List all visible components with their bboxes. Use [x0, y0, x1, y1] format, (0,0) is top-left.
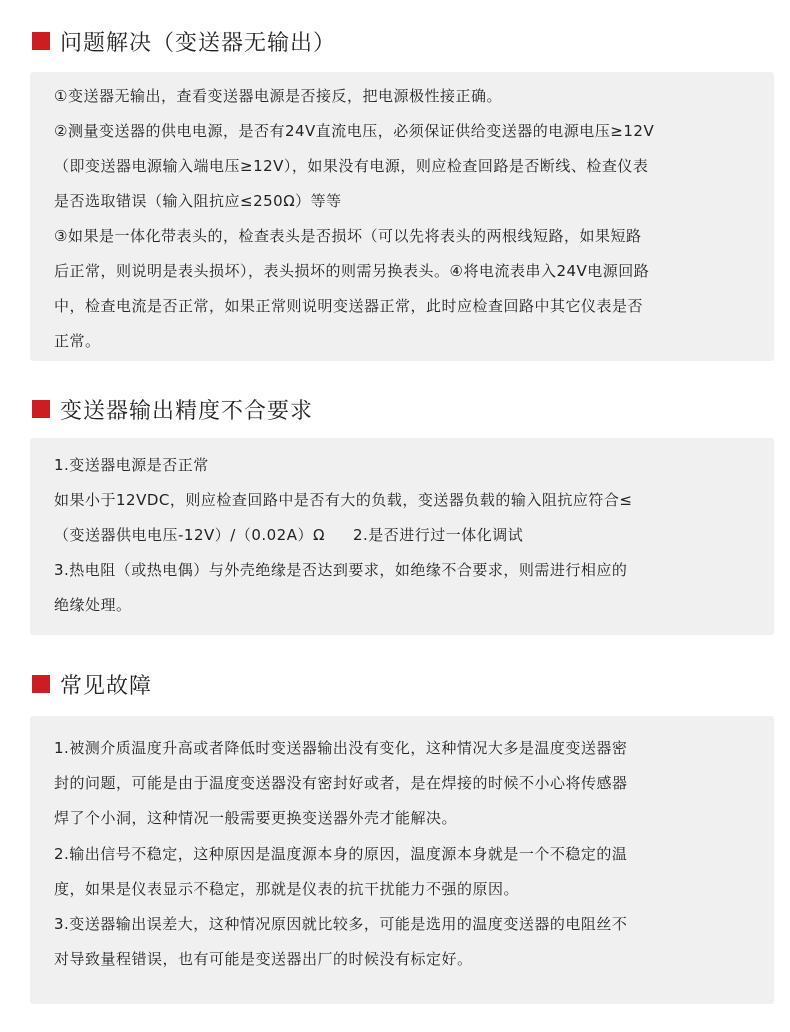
paragraph-line: 焊了个小洞，这种情况一般需要更换变送器外壳才能解决。 [54, 809, 458, 827]
paragraph-line [54, 525, 750, 545]
paragraph-line: 1.被测介质温度升高或者降低时变送器输出没有变化，这种情况大多是温度变送器密 [54, 739, 628, 757]
paragraph-line: （即变送器电源输入端电压≥12V），如果没有电源，则应检查回路是否断线、检查仪表 [54, 157, 649, 175]
section-header-no-output [32, 24, 336, 58]
paragraph-line: 正常。 [54, 332, 101, 350]
paragraph-line: 对导致量程错误，也有可能是变送器出厂的时候没有标定好。 [54, 950, 473, 968]
paragraph-line: 如果小于12VDC，则应检查回路中是否有大的负载，变送器负载的输入阻抗应符合≤ [54, 491, 633, 509]
paragraph-line: 中，检查电流是否正常，如果正常则说明变送器正常，此时应检查回路中其它仪表是否 [54, 297, 644, 315]
paragraph-line: 绝缘处理。 [54, 596, 132, 614]
paragraph-line: ②测量变送器的供电电源，是否有24V直流电压，必须保证供给变送器的电源电压≥12V [54, 122, 655, 140]
section-title: 变送器输出精度不合要求 [60, 398, 314, 424]
paragraph-line: 是否选取错误（输入阻抗应≤250Ω）等等 [54, 192, 342, 210]
paragraph-line: ③如果是一体化带表头的，检查表头是否损坏（可以先将表头的两根线短路，如果短路 [54, 227, 642, 245]
paragraph-line: 3.变送器输出误差大，这种情况原因就比较多，可能是选用的温度变送器的电阻丝不 [54, 915, 628, 933]
red-square-marker-icon [32, 32, 50, 50]
section-title: 常见故障 [60, 673, 153, 699]
red-square-marker-icon [32, 400, 50, 418]
paragraph-line: 封的问题，可能是由于温度变送器没有密封好或者，是在焊接的时候不小心将传感器 [54, 774, 628, 792]
impedance-formula: （变送器供电电压-12V）/（0.02A）Ω [54, 526, 325, 544]
paragraph-line: 3.热电阻（或热电偶）与外壳绝缘是否达到要求，如绝缘不合要求，则需进行相应的 [54, 561, 628, 579]
section-header-accuracy [32, 392, 313, 426]
paragraph-line: 度，如果是仪表显示不稳定，那就是仪表的抗干扰能力不强的原因。 [54, 880, 520, 898]
paragraph-line: 2.输出信号不稳定，这种原因是温度源本身的原因，温度源本身就是一个不稳定的温 [54, 845, 628, 863]
content-box-accuracy [30, 438, 774, 635]
paragraph-line: 1.变送器电源是否正常 [54, 456, 209, 474]
paragraph-line: ①变送器无输出，查看变送器电源是否接反，把电源极性接正确。 [54, 87, 502, 105]
paragraph-line: 后正常，则说明是表头损坏），表头损坏的则需另换表头。④将电流表串入24V电源回路 [54, 262, 650, 280]
content-box-common-faults [30, 716, 774, 1004]
section-header-common-faults [32, 667, 152, 701]
red-square-marker-icon [32, 675, 50, 693]
integration-check: 2.是否进行过一体化调试 [352, 526, 524, 544]
content-box-no-output [30, 72, 774, 361]
section-title: 问题解决（变送器无输出） [60, 30, 337, 56]
